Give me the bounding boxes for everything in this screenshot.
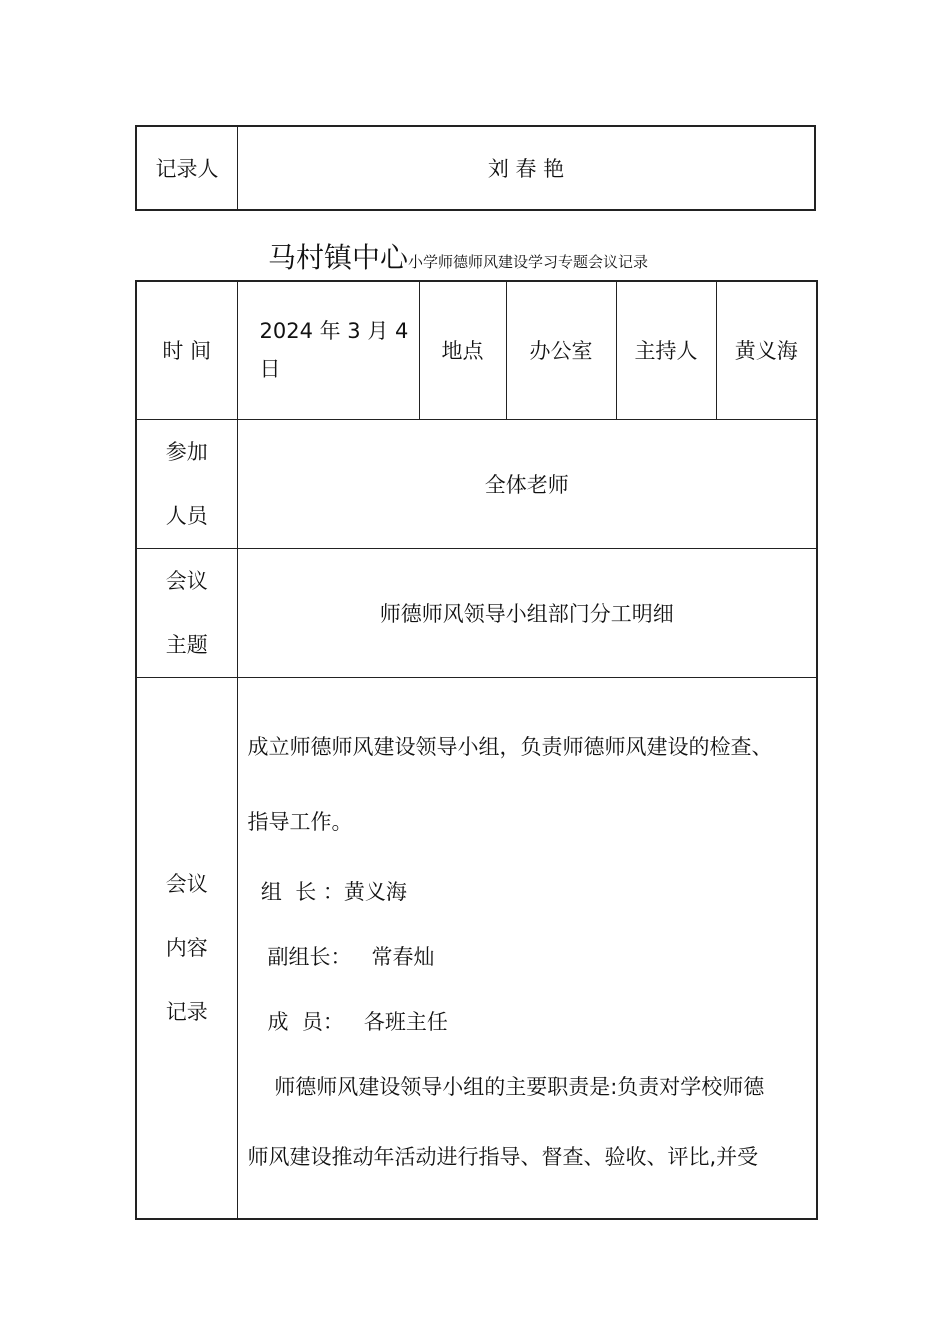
attendees-value: 全体老师 — [237, 419, 817, 548]
topic-label — [136, 548, 237, 677]
content-line-7: 师风建设推动年活动进行指导、督查、验收、评比,并受 — [247, 1144, 759, 1169]
content-line-2: 指导工作。 — [247, 809, 353, 834]
topic-label-line-1: 会议 — [165, 568, 208, 593]
content-row — [136, 677, 817, 1219]
recorder-name: 刘 春 艳 — [238, 126, 816, 210]
time-label: 时 间 — [136, 281, 237, 419]
content-label-line-1: 会议 — [165, 871, 208, 896]
attendees-label-line-1: 参加 — [165, 439, 208, 464]
attendees-row — [136, 419, 817, 548]
place-label: 地点 — [419, 281, 506, 419]
attendees-label-line-2: 人员 — [165, 503, 208, 528]
content-line-5: 成 员： 各班主任 — [247, 1009, 448, 1034]
recorder-table — [135, 125, 816, 211]
content-label-line-3: 记录 — [165, 999, 208, 1024]
topic-value: 师德师风领导小组部门分工明细 — [237, 548, 817, 677]
recorder-label: 记录人 — [136, 126, 238, 210]
date-cell — [237, 281, 419, 419]
content-label-line-2: 内容 — [165, 935, 208, 960]
host-value: 黄义海 — [716, 281, 817, 419]
title-sub: 小学师德师风建设学习专题会议记录 — [408, 253, 649, 271]
host-label: 主持人 — [616, 281, 716, 419]
content-line-3: 组 长 ：黄义海 — [247, 879, 407, 904]
date-line-2: 日 — [259, 357, 281, 382]
attendees-label — [136, 419, 237, 548]
content-record — [237, 677, 817, 1219]
content-line-4: 副组长： 常春灿 — [247, 944, 435, 969]
time-row — [136, 281, 817, 419]
date-line-1: 2024 年 3 月 4 — [259, 319, 409, 344]
page-title — [268, 236, 648, 276]
topic-label-line-2: 主题 — [165, 632, 208, 657]
content-line-6: 师德师风建设领导小组的主要职责是:负责对学校师德 — [247, 1074, 765, 1099]
content-line-1: 成立师德师风建设领导小组，负责师德师风建设的检查、 — [247, 734, 773, 759]
topic-row — [136, 548, 817, 677]
meeting-table — [135, 280, 818, 1220]
title-main: 马村镇中心 — [268, 241, 409, 274]
content-label — [136, 677, 237, 1219]
place-value: 办公室 — [506, 281, 616, 419]
